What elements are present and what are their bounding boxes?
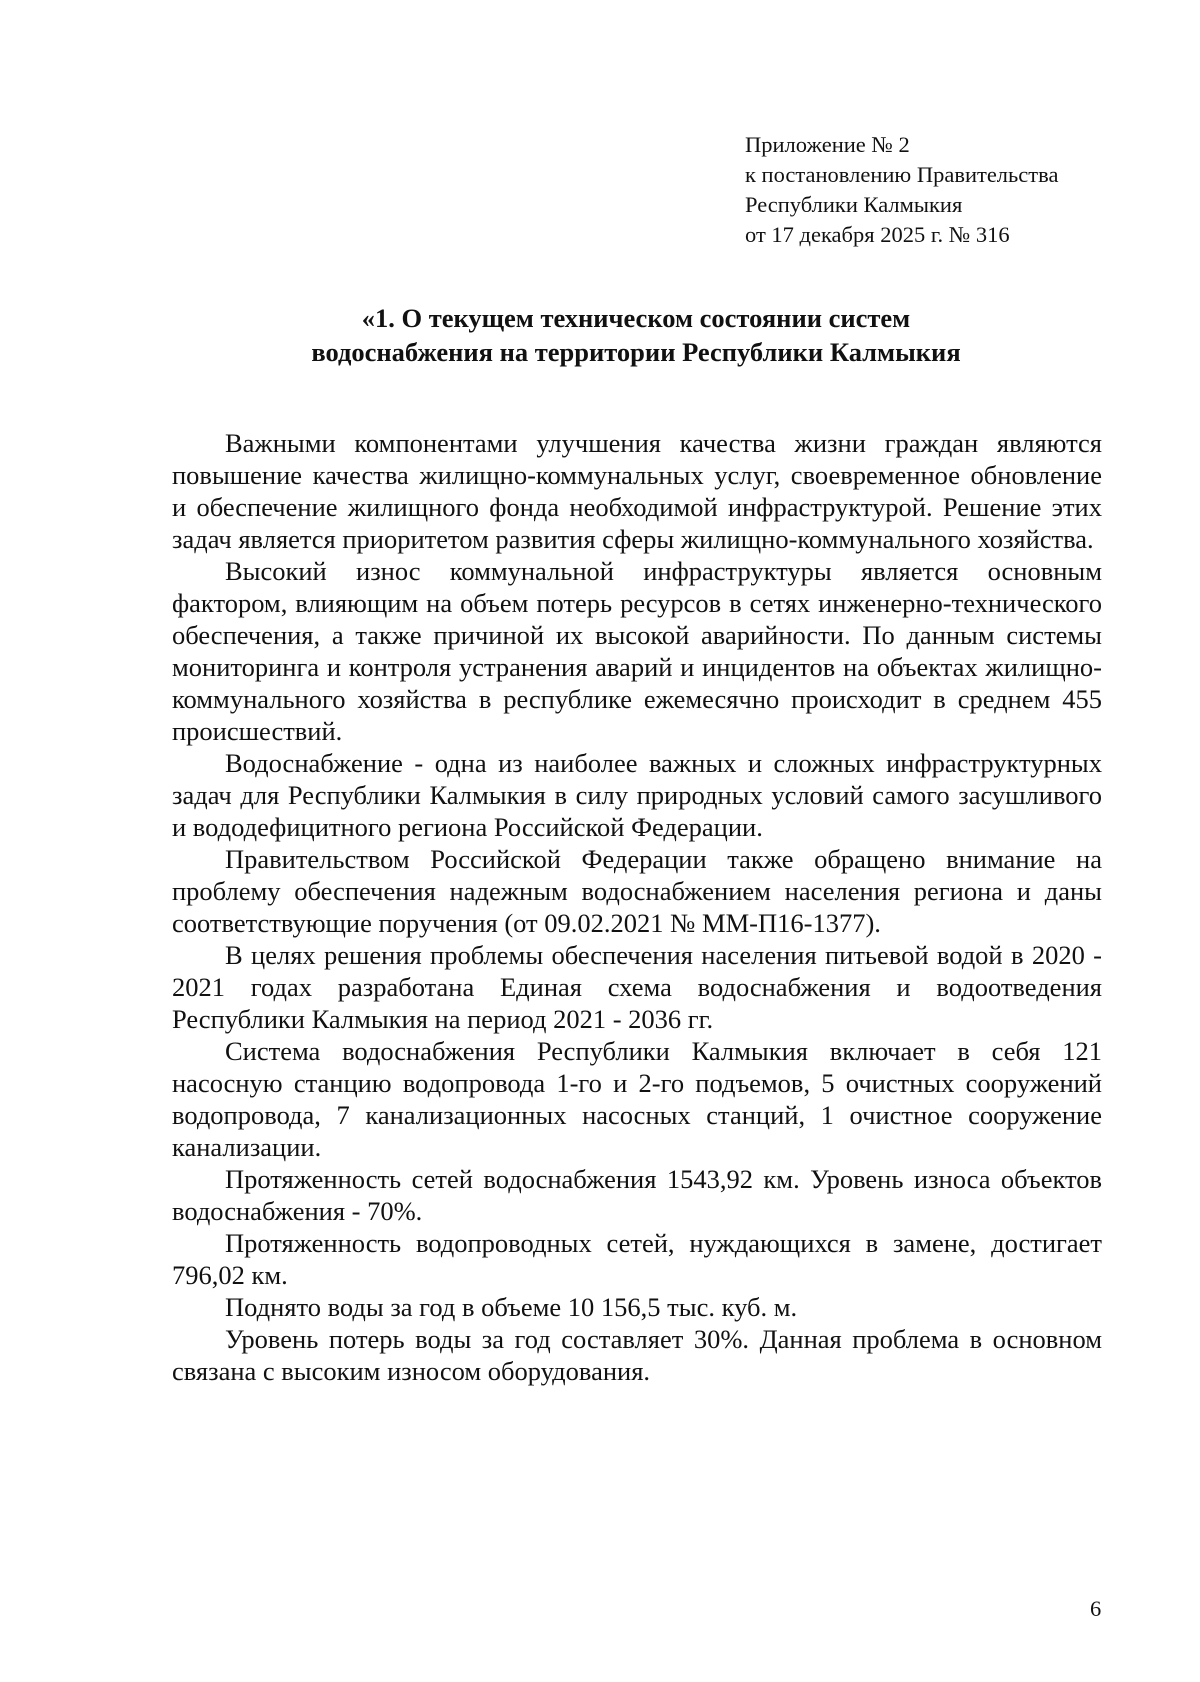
paragraph: Водоснабжение - одна из наиболее важных и сложных инфраструктурных задач для Республики Калмыкия в силу природных условий самого засушливого и вододефицитного региона Российской Федерации. xyxy=(172,748,1102,842)
appendix-block xyxy=(745,130,1058,250)
heading-line: водоснабжения на территории Республики Калмыкия xyxy=(311,337,961,367)
paragraph: Система водоснабжения Республики Калмыкия включает в себя 121 насосную станцию водопровода 1-го и 2-го подъемов, 5 очистных сооружений водопровода, 7 канализационных насосных станций, 1 очистное сооружение канализации. xyxy=(172,1036,1102,1162)
heading-line: «1. О текущем техническом состоянии систем xyxy=(361,303,911,333)
paragraph: Протяженность водопроводных сетей, нуждающихся в замене, достигает 796,02 км. xyxy=(172,1228,1102,1290)
body-text xyxy=(172,427,1102,1387)
paragraph: В целях решения проблемы обеспечения населения питьевой водой в 2020 - 2021 годах разработана Единая схема водоснабжения и водоотведения Республики Калмыкия на период 2021 - 2036 гг. xyxy=(172,940,1102,1034)
paragraph: Протяженность сетей водоснабжения 1543,92 км. Уровень износа объектов водоснабжения - 70%. xyxy=(172,1164,1102,1226)
appendix-line: к постановлению Правительства xyxy=(745,162,1059,187)
appendix-line: Республики Калмыкия xyxy=(745,192,963,217)
paragraph: Важными компонентами улучшения качества жизни граждан являются повышение качества жилищно-коммунальных услуг, своевременное обновление и обеспечение жилищного фонда необходимой инфраструктурой. Решение этих задач является приоритетом развития сферы жилищно-коммунального хозяйства. xyxy=(172,428,1102,554)
paragraph: Поднято воды за год в объеме 10 156,5 тыс. куб. м. xyxy=(225,1292,798,1322)
page-number: 6 xyxy=(1090,1596,1102,1621)
appendix-line: Приложение № 2 xyxy=(745,132,910,157)
paragraph: Правительством Российской Федерации также обращено внимание на проблему обеспечения надежным водоснабжением населения региона и даны соответствующие поручения (от 09.02.2021 № ММ-П16-1377). xyxy=(172,844,1102,938)
appendix-line: от 17 декабря 2025 г. № 316 xyxy=(745,222,1010,247)
section-heading xyxy=(170,301,1102,369)
paragraph: Уровень потерь воды за год составляет 30%. Данная проблема в основном связана с высоким износом оборудования. xyxy=(172,1324,1102,1386)
paragraph: Высокий износ коммунальной инфраструктуры является основным фактором, влияющим на объем потерь ресурсов в сетях инженерно-технического обеспечения, а также причиной их высокой аварийности. По данным системы мониторинга и контроля устранения аварий и инцидентов на объектах жилищно-коммунального хозяйства в республике ежемесячно происходит в среднем 455 происшествий. xyxy=(172,556,1102,746)
